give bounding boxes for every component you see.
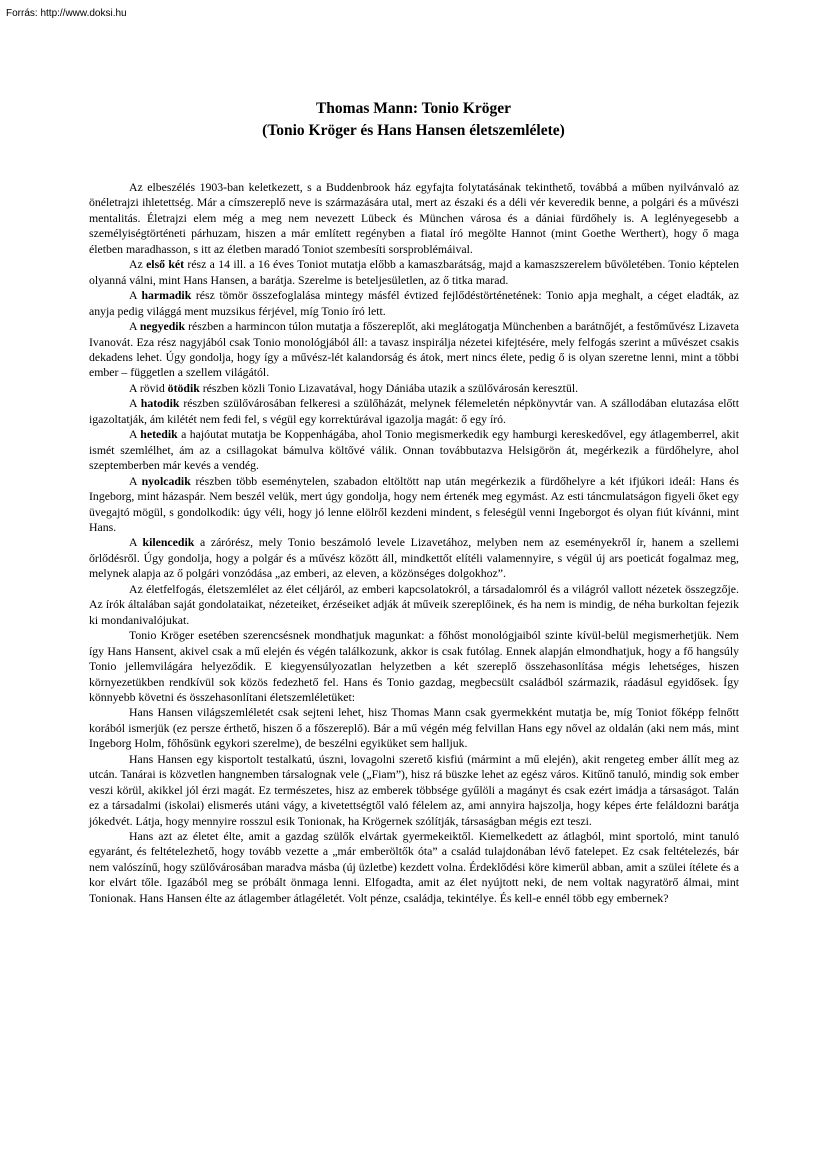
paragraph-12: Hans Hansen világszemléletét csak sejteni lehet, hisz Thomas Mann csak gyermekként mutatja be, míg Toniot főképp felnőtt korából ismerjük (ez persze érthető, hiszen ő a főszereplő). Bár a mű végén még felvillan Hans egy nővel az oldalán (aki nem más, mint Ingeborg Holm, főhősünk egykori szerelme), de beszélni egyiküket sem halljuk. [89,705,739,751]
paragraph-4: A negyedik részben a harmincon túlon mutatja a főszereplőt, aki meglátogatja Münchenben a barátnőjét, a festőművész Lizaveta Ivanovát. Eza rész nagyjából csak Tonio monológjából áll: a tavasz inspirálja nézetei kifejtésére, mely felfogás szerint a művészet csakis dekadens lehet. Úgy gondolja, hogy így a művész-lét kalandorság és átok, mert nincs élete, pedig ő is olyan szeretne lenni, mint a többi ember – független a szellem világától. [89,319,740,380]
paragraph-11: Tonio Kröger esetében szerencsésnek mondhatjuk magunkat: a főhőst monológjaiból szinte kívül-belül megismerhetjük. Nem így Hans Hansent, akivel csak a mű elején és végén találkozunk, akkor is csak futólag. Ennek alapján elmondhatjuk, hogy a fő hangsúly Tonio jellemvilágára helyeződik. E kiegyensúlyozatlan helyzetben a két szereplő összehasonlítása mégis lehetséges, hiszen környezetükben rendkívül sok közös fedezhető fel. Hans és Tonio gazdag, megbecsült családból származik, ráadásul egyidősek. Így könnyebb követni és összehasonlítani életszemléletüket: [89,628,739,704]
paragraph-9: A kilencedik a zárórész, mely Tonio beszámoló levele Lizavetához, melyben nem az eseményekről ír, hanem a szellemi őrlődésről. Úgy gondolja, hogy a polgár és a művész között áll, mindkettőt elítéli valamennyire, s végül új ars poeticát fogalmaz meg, melynek alapja az ő polgári vonzódása „az emberi, az eleven, a közönséges dolgokhoz”. [89,535,739,581]
part-label: harmadik [141,288,192,303]
document-body [89,180,739,906]
title-line-2: (Tonio Kröger és Hans Hansen életszemlélete) [262,122,565,139]
part-label: ötödik [167,380,200,395]
part-label: nyolcadik [141,473,191,488]
paragraph-1: Az elbeszélés 1903-ban keletkezett, s a Buddenbrook ház egyfajta folytatásának tekinthető, továbbá a műben nyilvánvaló az önéletrajzi ihletettség. Már a címszereplő neve is származására utal, mert az északi és a déli vér keveredik benne, a polgári és a művészi mentalitás. Életrajzi elem még a meg nem nevezett Lübeck és München városa és a dániai fürdőhely is. A leglényegesebb a személyiségtörténeti párhuzam, hiszen a már említett regényben a fiatal író megölte Hannot (mint Goethe Werthert), hogy ő maga életben maradhasson, s itt az életben maradó Toniot szembesíti sorsproblémáival. [89,180,739,256]
source-url: Forrás: http://www.doksi.hu [6,8,127,19]
paragraph-6: A hatodik részben szülővárosában felkeresi a szülőházát, melynek félemeletén népkönyvtár van. A szállodában elutazása előtt igazoltatják, ám kilétét nem fedi fel, s végül egy korrektúrával igazolja magát: ő egy író. [89,396,739,426]
paragraph-8: A nyolcadik részben több eseménytelen, szabadon eltöltött nap után megérkezik a fürdőhelyre a két ifjúkori ideál: Hans és Ingeborg, mint házaspár. Nem beszél velük, mert úgy gondolja, hogy nem értenék meg egymást. Az esti táncmulatságon figyeli őket egy üvegajtó mögül, s gondolkodik: úgy véli, hogy jó lenne elölről kezdeni mindent, s feleségül venni Ingeborgot és olyan fiút kívánni, mint Hans. [89,473,739,534]
part-label: hatodik [140,396,180,411]
paragraph-3: A harmadik rész tömör összefoglalása mintegy másfél évtized fejlődéstörténetének: Tonio apja meghalt, a céget eladták, az anyja pedig világgá ment muzsikus férjével, míg Tonio író lett. [89,288,739,318]
part-label: kilencedik [142,535,195,550]
paragraph-13: Hans Hansen egy kisportolt testalkatú, úszni, lovagolni szerető kisfiú (mármint a mű elején), akit rengeteg ember állít meg az utcán. Tanárai is közvetlen hangnemben társalognak vele („Fiam”), hisz rá büszke lehet az egész város. Kitűnő tanuló, mindig sok ember veszi körül, akikkel jól érzi magát. Ez természetes, hisz az emberek többsége gyűlöli a magányt és csak ezért imádja a társaságot. Talán ez a társadalmi (iskolai) elismerés utáni vágy, a kivetettségtől való félelem az, ami annyira hajszolja, hogy képes érte feláldozni barátja jókedvét. Látja, hogy mennyire rosszul esik Tonionak, ha Krögernek szólítják, társaságban mégis ezt teszi. [89,751,739,828]
part-label: hetedik [140,427,178,442]
paragraph-2: Az első két rész a 14 ill. a 16 éves Toniot mutatja előbb a kamaszbarátság, majd a kamaszszerelem bűvöletében. Tonio képtelen olyanná válni, mint Hans Hansen, a barátja. Szerelme is beteljesületlen, az ő titka marad. [89,257,739,287]
part-label: negyedik [139,319,186,334]
part-label: első két [146,257,185,272]
title-line-1: Thomas Mann: Tonio Kröger [315,100,512,117]
paragraph-7: A hetedik a hajóutat mutatja be Koppenhágába, ahol Tonio megismerkedik egy hamburgi kereskedővel, egy átlagemberrel, akit ismét szemlélhet, ám az a csillagokat bámulva költővé válik. Onnan továbbutazva Helsigörön át, megérkezik a fürdőhelyre, ahol szeptemberben már kevés a vendég. [89,427,739,473]
document-title [0,98,827,142]
paragraph-14: Hans azt az életet élte, amit a gazdag szülők elvártak gyermekeiktől. Kiemelkedett az átlagból, mint sportoló, mint tanuló egyaránt, és feltételezhető, hogy tovább vezette a „már emberöltők óta” a család tulajdonában lévő fatelepet. Ez csak feltételezés, bár nem valószínű, hogy szülővárosában maradva másba (új üzletbe) kezdett volna. Érdeklődési köre kimerül abban, amit a szülei ítélete és a kor elvárt tőle. Igazából meg se próbált önmaga lenni. Elfogadta, amit az élet nyújtott neki, de nem voltak nagyratörő álmai, mint Tonionak. Hans Hansen élte az átlagember átlagéletét. Volt pénze, családja, tekintélye. És kell-e ennél több egy embernek? [89,829,739,905]
paragraph-5: A rövid ötödik részben közli Tonio Lizavatával, hogy Dániába utazik a szülővárosán keresztül. [129,380,579,395]
paragraph-10: Az életfelfogás, életszemlélet az élet céljáról, az emberi kapcsolatokról, a társadalomról és a világról vallott nézetek összegzője. Az írók általában saját gondolataikat, nézeteiket, érzéseiket adják át műveik szereplőinek, és ha nem is mindig, de néha burkoltan fejezik ki mondanivalójukat. [89,581,739,627]
